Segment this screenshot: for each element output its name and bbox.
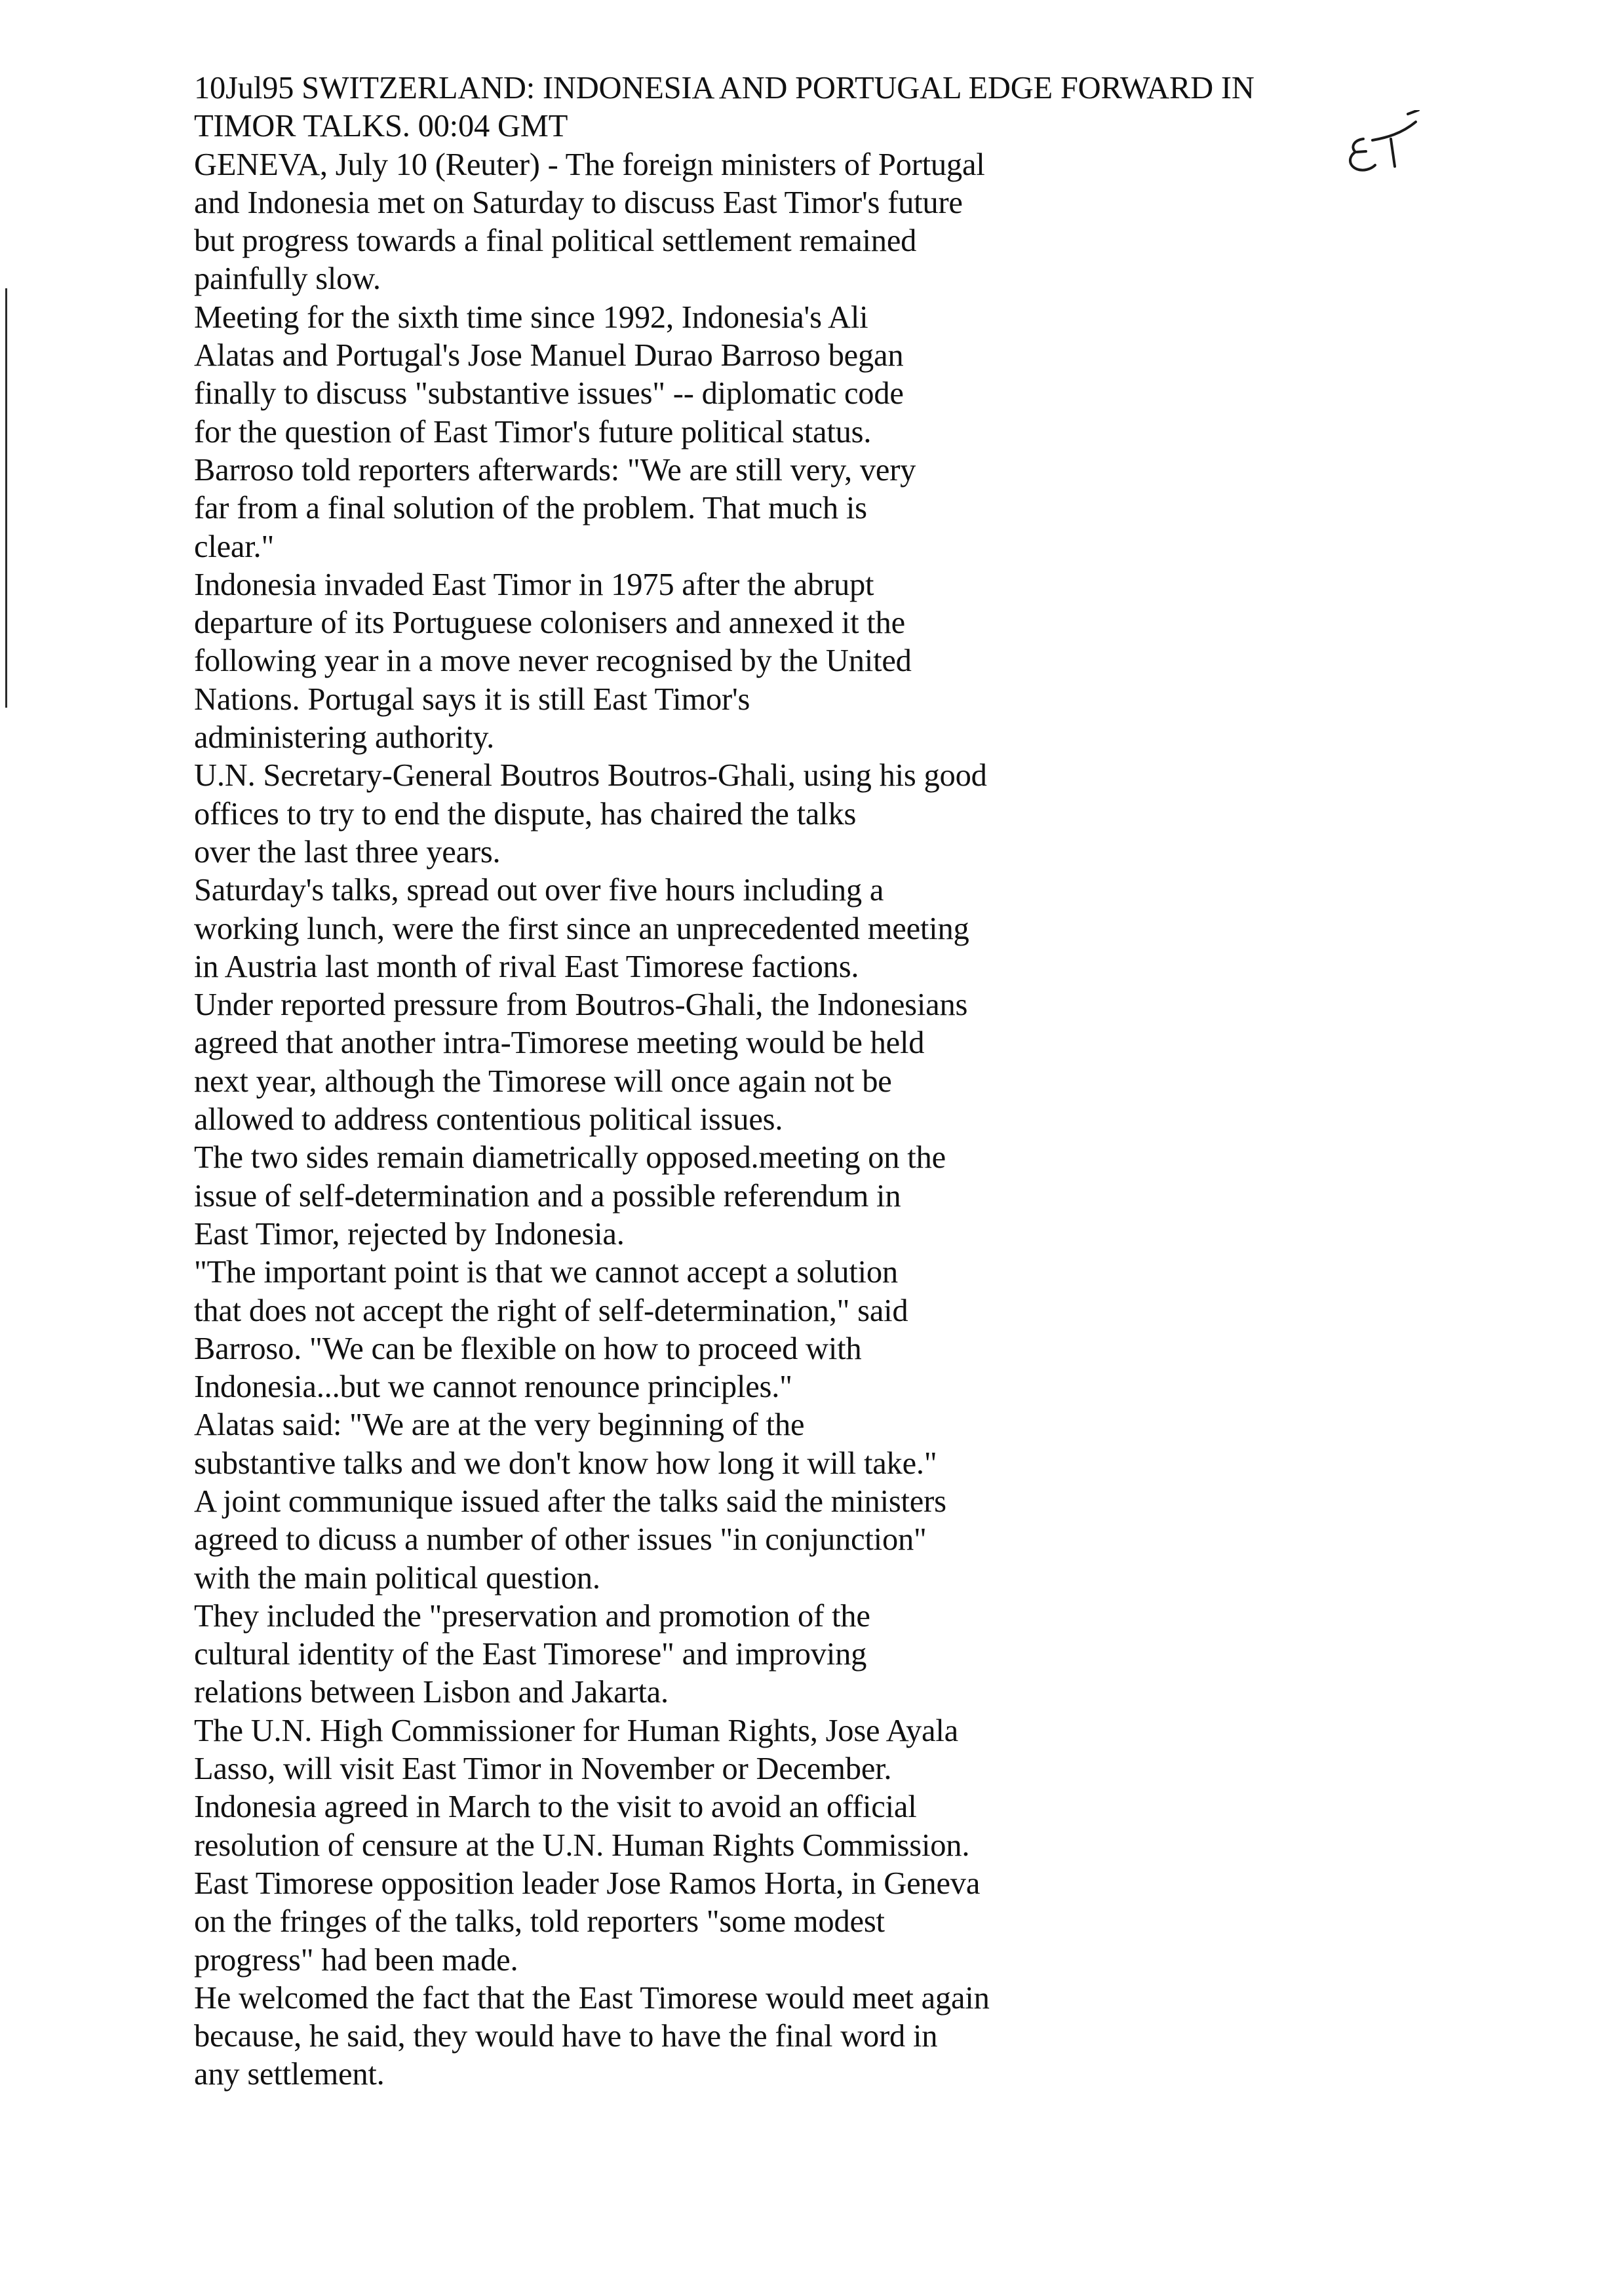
article-line: relations between Lisbon and Jakarta. (194, 1675, 669, 1710)
article-line: next year, although the Timorese will once again not be (194, 1063, 892, 1099)
article-line: East Timorese opposition leader Jose Ramos Horta, in Geneva (194, 1866, 981, 1901)
article-line: Barroso told reporters afterwards: "We are still very, very (194, 452, 916, 488)
article-line: working lunch, were the first since an unprecedented meeting (194, 911, 969, 946)
article-line: far from a final solution of the problem. That much is (194, 491, 867, 526)
article-line: because, he said, they would have to have the final word in (194, 2019, 938, 2054)
article-line: Indonesia invaded East Timor in 1975 after the abrupt (194, 567, 874, 602)
article-line: East Timor, rejected by Indonesia. (194, 1216, 625, 1252)
article-line: over the last three years. (194, 834, 501, 870)
article-line: Nations. Portugal says it is still East Timor's (194, 681, 750, 717)
article-line: that does not accept the right of self-determination," said (194, 1293, 908, 1328)
article-line: administering authority. (194, 720, 495, 756)
article-line: Indonesia...but we cannot renounce principles." (194, 1369, 792, 1405)
article-line: substantive talks and we don't know how long it will take." (194, 1445, 937, 1481)
article-line: He welcomed the fact that the East Timorese would meet again (194, 1980, 990, 2016)
article-line: Lasso, will visit East Timor in November or December. (194, 1751, 892, 1787)
article-line: issue of self-determination and a possible referendum in (194, 1178, 901, 1214)
article-line: They included the "preservation and promotion of the (194, 1598, 870, 1634)
article-line: A joint communique issued after the talks said the ministers (194, 1483, 946, 1519)
article-line: TIMOR TALKS. 00:04 GMT (194, 109, 568, 144)
article-line: painfully slow. (194, 261, 381, 297)
article-line: Barroso. "We can be flexible on how to proceed with (194, 1331, 862, 1366)
article-line: Indonesia agreed in March to the visit to avoid an official (194, 1789, 917, 1825)
article-line: resolution of censure at the U.N. Human Rights Commission. (194, 1827, 970, 1863)
article-line: finally to discuss "substantive issues" -- diplomatic code (194, 376, 904, 411)
article-line: for the question of East Timor's future political status. (194, 414, 872, 450)
article-line: Under reported pressure from Boutros-Ghali, the Indonesians (194, 987, 968, 1023)
article-line: with the main political question. (194, 1560, 600, 1596)
article-line: following year in a move never recognised by the United (194, 643, 912, 679)
article-line: GENEVA, July 10 (Reuter) - The foreign ministers of Portugal (194, 147, 985, 182)
news-article (194, 69, 1544, 2094)
article-line: 10Jul95 SWITZERLAND: INDONESIA AND PORTUGAL EDGE FORWARD IN (194, 71, 1255, 105)
article-line: The U.N. High Commissioner for Human Rights, Jose Ayala (194, 1713, 958, 1748)
article-line: Alatas said: "We are at the very beginning of the (194, 1407, 805, 1443)
article-line: "The important point is that we cannot accept a solution (194, 1255, 898, 1290)
margin-scan-mark (5, 288, 7, 708)
handwritten-et-annotation (1337, 110, 1422, 189)
article-line: agreed that another intra-Timorese meeting would be held (194, 1025, 925, 1061)
article-line: but progress towards a final political settlement remained (194, 223, 917, 259)
article-line: and Indonesia met on Saturday to discuss East Timor's future (194, 185, 963, 220)
article-line: clear." (194, 529, 275, 564)
article-line: Meeting for the sixth time since 1992, Indonesia's Ali (194, 299, 868, 335)
article-line: cultural identity of the East Timorese" and improving (194, 1637, 867, 1672)
article-line: U.N. Secretary-General Boutros Boutros-Ghali, using his good (194, 758, 987, 794)
article-line: allowed to address contentious political issues. (194, 1102, 783, 1138)
article-line: Alatas and Portugal's Jose Manuel Durao Barroso began (194, 338, 904, 373)
article-line: offices to try to end the dispute, has chaired the talks (194, 796, 857, 832)
article-line: agreed to dicuss a number of other issues "in conjunction" (194, 1522, 927, 1558)
article-line: The two sides remain diametrically opposed.meeting on the (194, 1140, 946, 1176)
article-line: progress" had been made. (194, 1942, 518, 1978)
article-line: Saturday's talks, spread out over five hours including a (194, 873, 884, 908)
article-line: in Austria last month of rival East Timorese factions. (194, 949, 859, 984)
article-line: any settlement. (194, 2057, 385, 2092)
article-line: departure of its Portuguese colonisers and annexed it the (194, 605, 905, 641)
article-line: on the fringes of the talks, told reporters "some modest (194, 1904, 885, 1940)
